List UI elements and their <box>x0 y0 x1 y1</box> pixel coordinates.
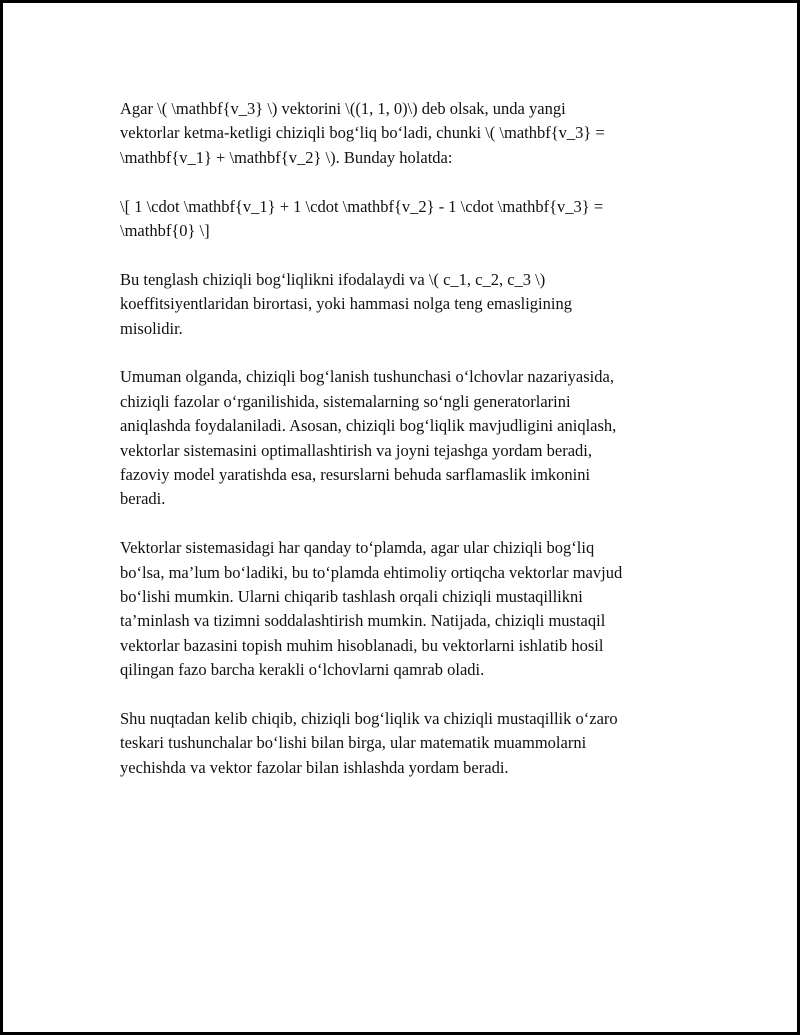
text-line: Shu nuqtadan kelib chiqib, chiziqli bog‘liqlik va chiziqli mustaqillik o‘zaro <box>120 709 618 729</box>
text-line: chiziqli fazolar o‘rganilishida, sistemalarning so‘ngli generatorlarini <box>120 391 571 411</box>
document-body <box>120 97 690 805</box>
text-line: Umuman olganda, chiziqli bog‘lanish tushunchasi o‘lchovlar nazariyasida, <box>120 367 614 387</box>
text-line: ta’minlash va tizimni soddalashtirish mumkin. Natijada, chiziqli mustaqil <box>120 611 606 631</box>
text-line: \mathbf{v_1} + \mathbf{v_2} \). Bunday holatda: <box>120 147 453 167</box>
text-line: koeffitsiyentlaridan birortasi, yoki hammasi nolga teng emasligining <box>120 294 572 314</box>
paragraph-vector-example <box>120 97 690 170</box>
text-line: beradi. <box>120 489 166 509</box>
text-line: Agar \( \mathbf{v_3} \) vektorini \((1, 1, 0)\) deb olsak, unda yangi <box>120 99 566 118</box>
text-line: bo‘lsa, ma’lum bo‘ladiki, bu to‘plamda ehtimoliy ortiqcha vektorlar mavjud <box>120 562 623 582</box>
text-line: Bu tenglash chiziqli bog‘liqlikni ifodalaydi va \( c_1, c_2, c_3 \) <box>120 269 546 289</box>
text-line: misolidir. <box>120 318 183 338</box>
text-line: \[ 1 \cdot \mathbf{v_1} + 1 \cdot \mathbf{v_2} - 1 \cdot \mathbf{v_3} = <box>120 196 604 216</box>
text-line: aniqlashda foydalaniladi. Asosan, chiziqli bog‘liqlik mavjudligini aniqlash, <box>120 416 617 436</box>
paragraph-general-usage <box>120 365 690 511</box>
paragraph-redundant-vectors <box>120 536 690 682</box>
paragraph-conclusion <box>120 707 690 780</box>
text-line: Vektorlar sistemasidagi har qanday to‘plamda, agar ular chiziqli bog‘liq <box>120 538 595 558</box>
text-line: teskari tushunchalar bo‘lishi bilan birga, ular matematik muammolarni <box>120 733 587 753</box>
text-line: yechishda va vektor fazolar bilan ishlashda yordam beradi. <box>120 757 509 777</box>
text-line: \mathbf{0} \] <box>120 221 210 241</box>
text-line: bo‘lishi mumkin. Ularni chiqarib tashlash orqali chiziqli mustaqillikni <box>120 587 583 607</box>
text-line: vektorlar sistemasini optimallashtirish va joyni tejashga yordam beradi, <box>120 440 592 460</box>
text-line: vektorlar bazasini topish muhim hisoblanadi, bu vektorlarni ishlatib hosil <box>120 635 604 655</box>
paragraph-dependence-explanation <box>120 268 690 341</box>
paragraph-equation <box>120 195 690 244</box>
text-line: vektorlar ketma-ketligi chiziqli bog‘liq bo‘ladi, chunki \( \mathbf{v_3} = <box>120 123 605 143</box>
text-line: fazoviy model yaratishda esa, resurslarni behuda sarflamaslik imkonini <box>120 465 591 485</box>
text-line: qilingan fazo barcha kerakli o‘lchovlarni qamrab oladi. <box>120 660 485 680</box>
